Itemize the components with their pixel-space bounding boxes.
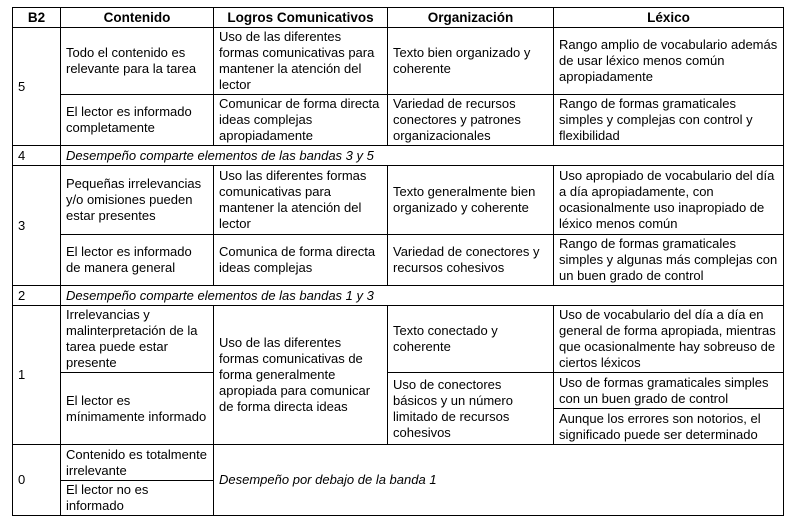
band1-lexico-1: Uso de vocabulario del día a día en general de forma apropiada, mientras que ocasionalmente hay sobreuso de ciertos léxicos (554, 306, 784, 373)
band0-score: 0 (13, 445, 61, 516)
band1-logros: Uso de las diferentes formas comunicativas de forma generalmente apropiada para comunicar de forma directa ideas (214, 306, 388, 445)
band1-lexico-3: Aunque los errores son notorios, el significado puede ser determinado (554, 409, 784, 445)
band3-contenido-2: El lector es informado de manera general (61, 235, 214, 286)
band5-lexico-1: Rango amplio de vocabulario además de usar léxico menos común apropiadamente (554, 28, 784, 95)
band1-row1 (13, 306, 784, 373)
band5-organizacion-1: Texto bien organizado y coherente (388, 28, 554, 95)
band3-organizacion-2: Variedad de conectores y recursos cohesivos (388, 235, 554, 286)
header-b2: B2 (13, 8, 61, 28)
band0-contenido-2: El lector no es informado (61, 481, 214, 516)
band0-row1 (13, 445, 784, 481)
band4-score: 4 (13, 146, 61, 166)
band3-lexico-1: Uso apropiado de vocabulario del día a día apropiadamente, con ocasionalmente uso inapropiado de léxico menos común (554, 166, 784, 235)
band2-score: 2 (13, 286, 61, 306)
band1-organizacion-1: Texto conectado y coherente (388, 306, 554, 373)
band1-contenido-1: Irrelevancias y malinterpretación de la tarea puede estar presente (61, 306, 214, 373)
band1-row2 (13, 373, 784, 409)
band3-logros-1: Uso las diferentes formas comunicativas para mantener la atención del lector (214, 166, 388, 235)
band3-logros-2: Comunica de forma directa ideas complejas (214, 235, 388, 286)
band4-row (13, 146, 784, 166)
band1-contenido-2: El lector es mínimamente informado (61, 373, 214, 445)
band0-merged-text: Desempeño por debajo de la banda 1 (214, 445, 784, 516)
band4-merged-text: Desempeño comparte elementos de las bandas 3 y 5 (61, 146, 784, 166)
band5-row2 (13, 95, 784, 146)
header-lexico: Léxico (554, 8, 784, 28)
band5-logros-1: Uso de las diferentes formas comunicativas para mantener la atención del lector (214, 28, 388, 95)
band3-organizacion-1: Texto generalmente bien organizado y coherente (388, 166, 554, 235)
band2-row (13, 286, 784, 306)
band5-row1 (13, 28, 784, 95)
band5-score: 5 (13, 28, 61, 146)
band5-contenido-1: Todo el contenido es relevante para la tarea (61, 28, 214, 95)
band5-logros-2: Comunicar de forma directa ideas complejas apropiadamente (214, 95, 388, 146)
header-logros: Logros Comunicativos (214, 8, 388, 28)
band3-lexico-2: Rango de formas gramaticales simples y algunas más complejas con un buen grado de control (554, 235, 784, 286)
band3-score: 3 (13, 166, 61, 286)
band1-organizacion-2: Uso de conectores básicos y un número limitado de recursos cohesivos (388, 373, 554, 445)
header-row (13, 8, 784, 28)
band3-row2 (13, 235, 784, 286)
header-contenido: Contenido (61, 8, 214, 28)
band3-row1 (13, 166, 784, 235)
band5-contenido-2: El lector es informado completamente (61, 95, 214, 146)
band5-lexico-2: Rango de formas gramaticales simples y complejas con control y flexibilidad (554, 95, 784, 146)
band3-contenido-1: Pequeñas irrelevancias y/o omisiones pueden estar presentes (61, 166, 214, 235)
rubric-table (12, 7, 784, 516)
header-organizacion: Organización (388, 8, 554, 28)
band1-score: 1 (13, 306, 61, 445)
band5-organizacion-2: Variedad de recursos conectores y patrones organizacionales (388, 95, 554, 146)
band2-merged-text: Desempeño comparte elementos de las bandas 1 y 3 (61, 286, 784, 306)
band0-contenido-1: Contenido es totalmente irrelevante (61, 445, 214, 481)
band1-lexico-2: Uso de formas gramaticales simples con un buen grado de control (554, 373, 784, 409)
